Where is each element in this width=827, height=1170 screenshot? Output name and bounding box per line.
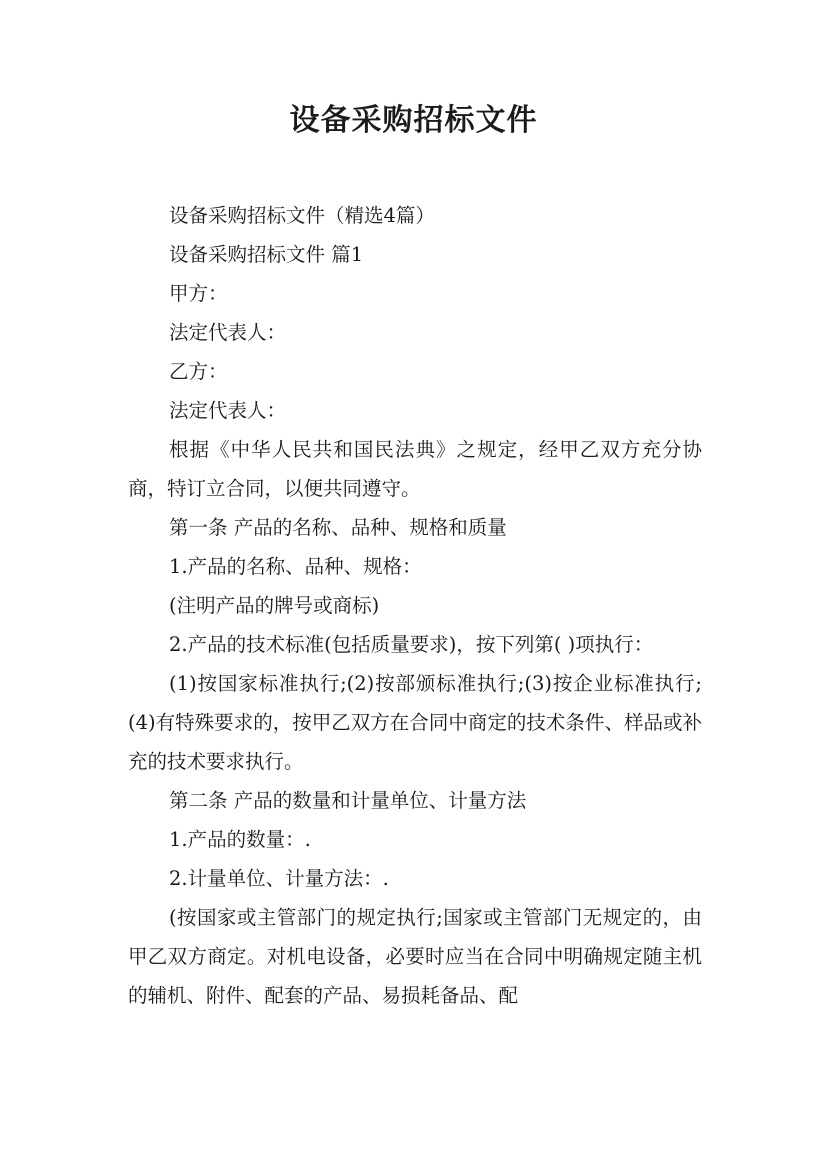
paragraph: (按国家或主管部门的规定执行;国家或主管部门无规定的，由甲乙双方商定。对机电设备，必要时应当在合同中明确规定随主机的辅机、附件、配套的产品、易损耗备品、配 — [128, 906, 702, 1007]
paragraph: (1)按国家标准执行;(2)按部颁标准执行;(3)按企业标准执行;(4)有特殊要求的，按甲乙双方在合同中商定的技术条件、样品或补充的技术要求执行。 — [128, 672, 702, 773]
paragraph: 法定代表人： — [169, 321, 287, 344]
paragraph: 根据《中华人民共和国民法典》之规定，经甲乙双方充分协商，特订立合同，以便共同遵守。 — [128, 438, 702, 500]
paragraph: 乙方： — [169, 360, 228, 383]
paragraph: 2.产品的技术标准(包括质量要求)，按下列第( )项执行： — [169, 633, 654, 656]
paragraph: 1.产品的名称、品种、规格： — [169, 555, 422, 578]
paragraph: 设备采购招标文件 篇1 — [169, 243, 364, 266]
paragraph: 设备采购招标文件（精选4篇） — [169, 204, 435, 227]
paragraph: 2.计量单位、计量方法：. — [169, 867, 389, 890]
paragraph: 第二条 产品的数量和计量单位、计量方法 — [169, 789, 527, 812]
paragraph: 1.产品的数量：. — [169, 828, 311, 851]
paragraph: 法定代表人： — [169, 399, 287, 422]
document-body — [128, 196, 702, 1015]
document-title: 设备采购招标文件 — [289, 103, 538, 138]
paragraph: (注明产品的牌号或商标) — [169, 594, 380, 617]
paragraph: 第一条 产品的名称、品种、规格和质量 — [169, 516, 507, 539]
paragraph: 甲方： — [169, 282, 228, 305]
